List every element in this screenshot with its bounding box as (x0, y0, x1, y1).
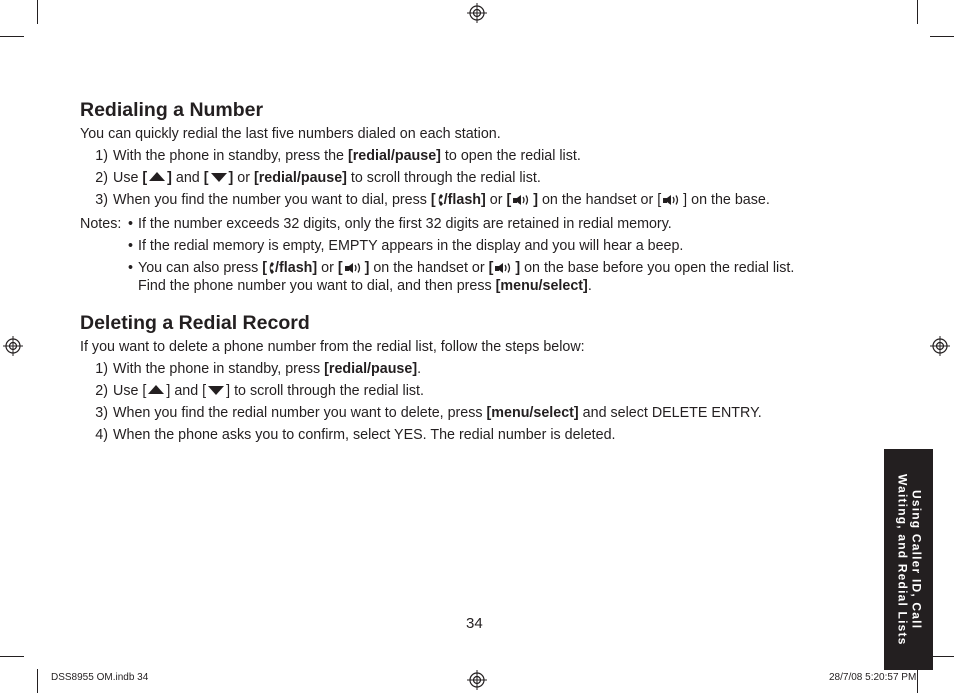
up-arrow-icon (149, 172, 165, 181)
down-arrow-icon (211, 173, 227, 182)
handset-flash-icon (436, 193, 444, 207)
redial-steps (80, 147, 880, 209)
step-number: 2) (95, 383, 108, 399)
key-label: [redial/pause] (253, 170, 347, 186)
speakerphone-icon (343, 262, 365, 274)
registration-mark-icon (3, 336, 23, 356)
section-intro: If you want to delete a phone number from the redial list, follow the steps below: (80, 339, 585, 355)
key-label: [redial/pause] (347, 148, 441, 164)
registration-mark-icon (467, 670, 487, 690)
speakerphone-icon (493, 262, 515, 274)
list-item (80, 169, 880, 187)
note-row (80, 215, 880, 233)
step-number: 1) (95, 361, 108, 377)
crop-mark (930, 36, 954, 37)
step-text: With the phone in standby, press [redial/pause]. (113, 361, 422, 377)
up-arrow-icon (148, 385, 164, 394)
delete-steps (80, 360, 880, 444)
step-number: 3) (95, 405, 108, 421)
list-item (80, 360, 880, 378)
list-item (80, 426, 880, 444)
note-item: • If the redial memory is empty, EMPTY appears in the display and you will hear a beep. (128, 238, 684, 254)
crop-mark (930, 656, 954, 657)
section-heading-redialing: Redialing a Number (80, 99, 264, 121)
note-item: • You can also press [ /flash] or [ ] on the handset or [ ] on the base before you open the redial list. Find the phone number you want to dial, and then press [menu/select]. (128, 260, 795, 294)
key-label: [menu/select] (495, 278, 588, 294)
list-item (80, 191, 880, 209)
list-item (80, 382, 880, 400)
step-number: 1) (95, 148, 108, 164)
note-item: • If the number exceeds 32 digits, only the first 32 digits are retained in redial memory. (128, 216, 672, 232)
step-text: When you find the redial number you want to delete, press [menu/select] and select DELETE ENTRY. (113, 405, 762, 421)
footer-timestamp: 28/7/08 5:20:57 PM (829, 672, 917, 683)
page-content (80, 98, 880, 448)
crop-mark (0, 36, 24, 37)
list-item (80, 404, 880, 422)
step-text: When you find the number you want to dial, press [ /flash] or [ ] on the handset or [ ] on the base. (113, 192, 770, 208)
handset-flash-icon (267, 261, 275, 275)
step-number: 4) (95, 427, 108, 443)
step-text: With the phone in standby, press the [redial/pause] to open the redial list. (113, 148, 581, 164)
registration-mark-icon (467, 3, 487, 23)
down-arrow-icon (208, 386, 224, 395)
step-text: When the phone asks you to confirm, select YES. The redial number is deleted. (113, 427, 616, 443)
notes-block (80, 215, 880, 295)
notes-label: Notes: (80, 216, 122, 232)
crop-mark (917, 0, 918, 24)
key-label: [redial/pause] (324, 361, 418, 377)
crop-mark (37, 669, 38, 693)
note-row (80, 259, 880, 295)
step-number: 3) (95, 192, 108, 208)
crop-mark (917, 669, 918, 693)
page-number: 34 (466, 615, 483, 632)
step-text: Use [ ] and [ ] or [redial/pause] to scroll through the redial list. (113, 170, 541, 186)
section-intro: You can quickly redial the last five numbers dialed on each station. (80, 126, 501, 142)
crop-mark (37, 0, 38, 24)
step-number: 2) (95, 170, 108, 186)
list-item (80, 147, 880, 165)
speakerphone-icon (661, 194, 683, 206)
chapter-tab-label: Using Caller ID, Call Waiting, and Redial Lists (895, 473, 924, 646)
step-text: Use [ ] and [ ] to scroll through the redial list. (113, 383, 424, 399)
section-heading-deleting: Deleting a Redial Record (80, 312, 310, 334)
note-row (80, 237, 880, 255)
speakerphone-icon (511, 194, 533, 206)
footer-file-info: DSS8955 OM.indb 34 (51, 672, 149, 683)
crop-mark (0, 656, 24, 657)
registration-mark-icon (930, 336, 950, 356)
key-label: [menu/select] (486, 405, 579, 421)
